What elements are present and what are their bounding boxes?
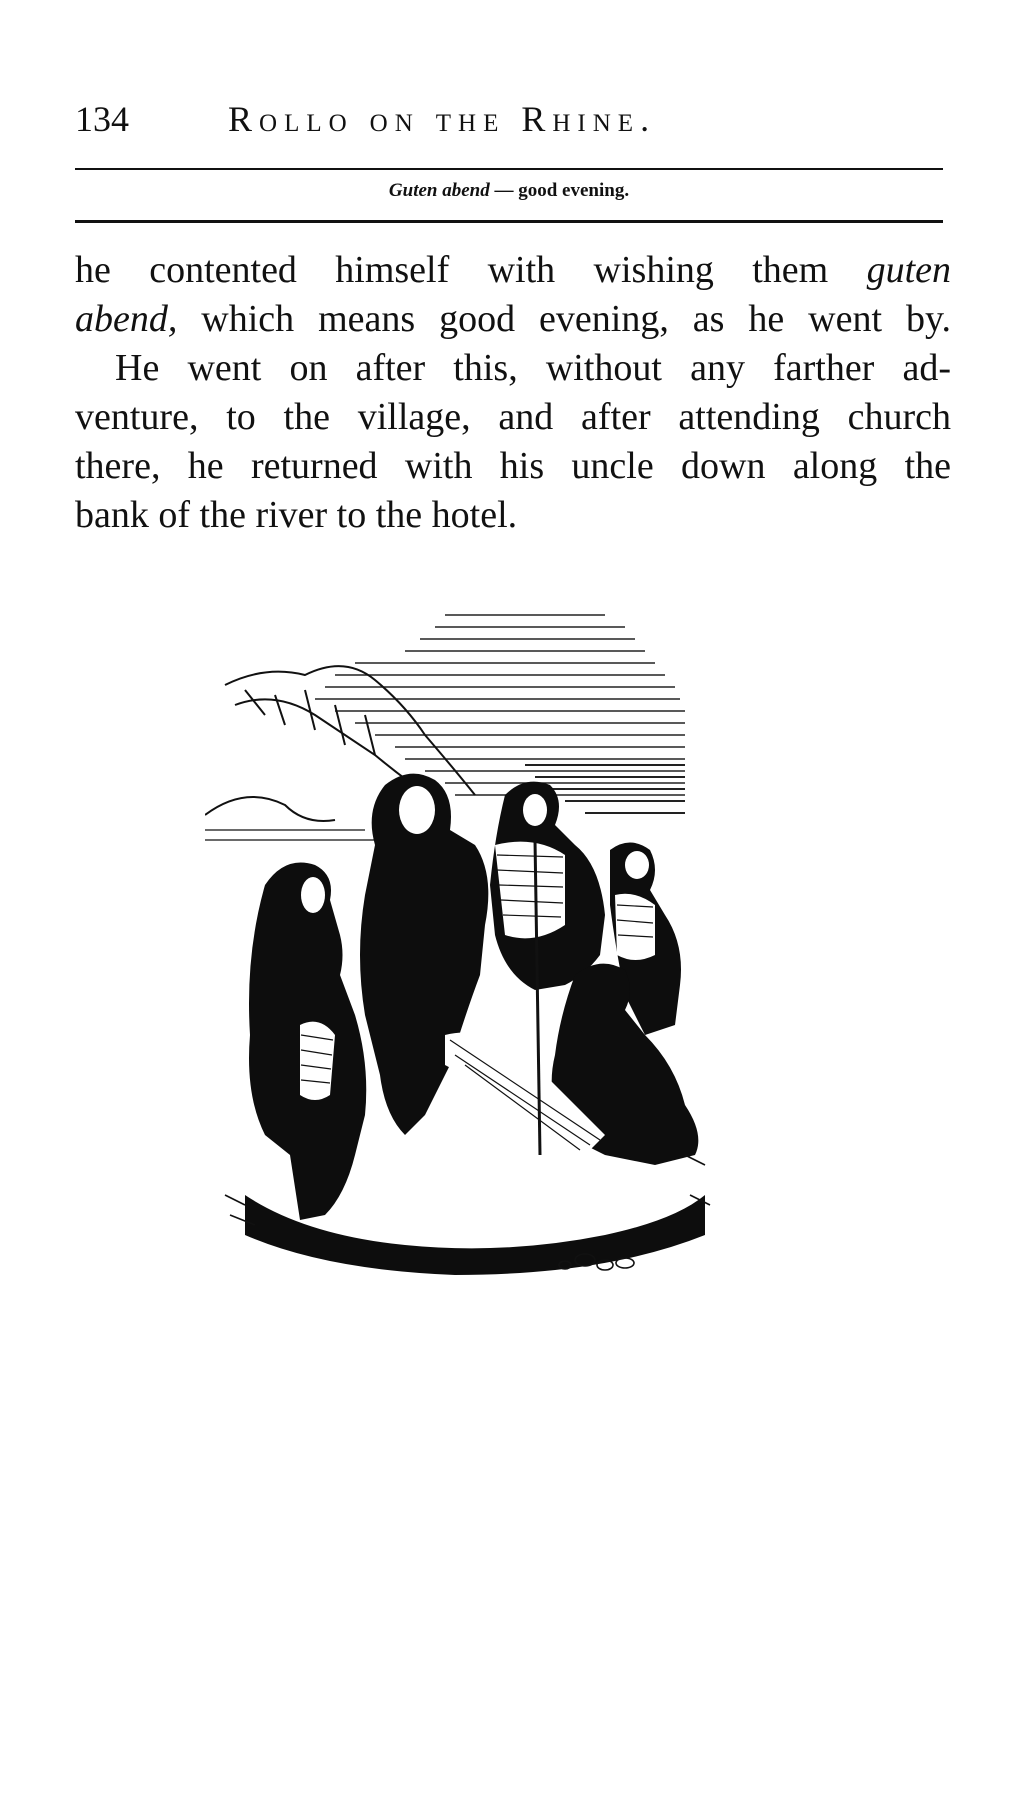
body-line-1-italic: guten — [866, 249, 951, 291]
subtitle-translation: — good evening. — [494, 180, 630, 201]
page-number: 134 — [75, 99, 129, 139]
header-rule-top — [75, 168, 943, 170]
page-header — [75, 92, 943, 152]
running-title: Rollo on the Rhine. — [228, 99, 657, 139]
body-text — [75, 246, 951, 540]
body-line-1 — [75, 246, 951, 295]
body-line-1-text: he contented himself with wishing them — [75, 249, 867, 291]
body-line-6: bank of the river to the hotel. — [75, 494, 518, 536]
body-line-2-italic: abend, — [75, 298, 178, 340]
body-line-2 — [75, 295, 951, 344]
body-line-3: He went on after this, without any farther ad- — [115, 347, 951, 389]
sky-hatching — [315, 615, 685, 813]
page-subtitle — [75, 180, 943, 202]
header-rule-bottom — [75, 220, 943, 223]
engraving-illustration — [205, 595, 805, 1395]
subtitle-german: Guten abend — [388, 180, 490, 201]
body-line-5: there, he returned with his uncle down along the — [75, 445, 951, 487]
body-line-2-text: which means good evening, as he went by. — [177, 298, 951, 340]
body-line-4: venture, to the village, and after attending church — [75, 396, 951, 438]
